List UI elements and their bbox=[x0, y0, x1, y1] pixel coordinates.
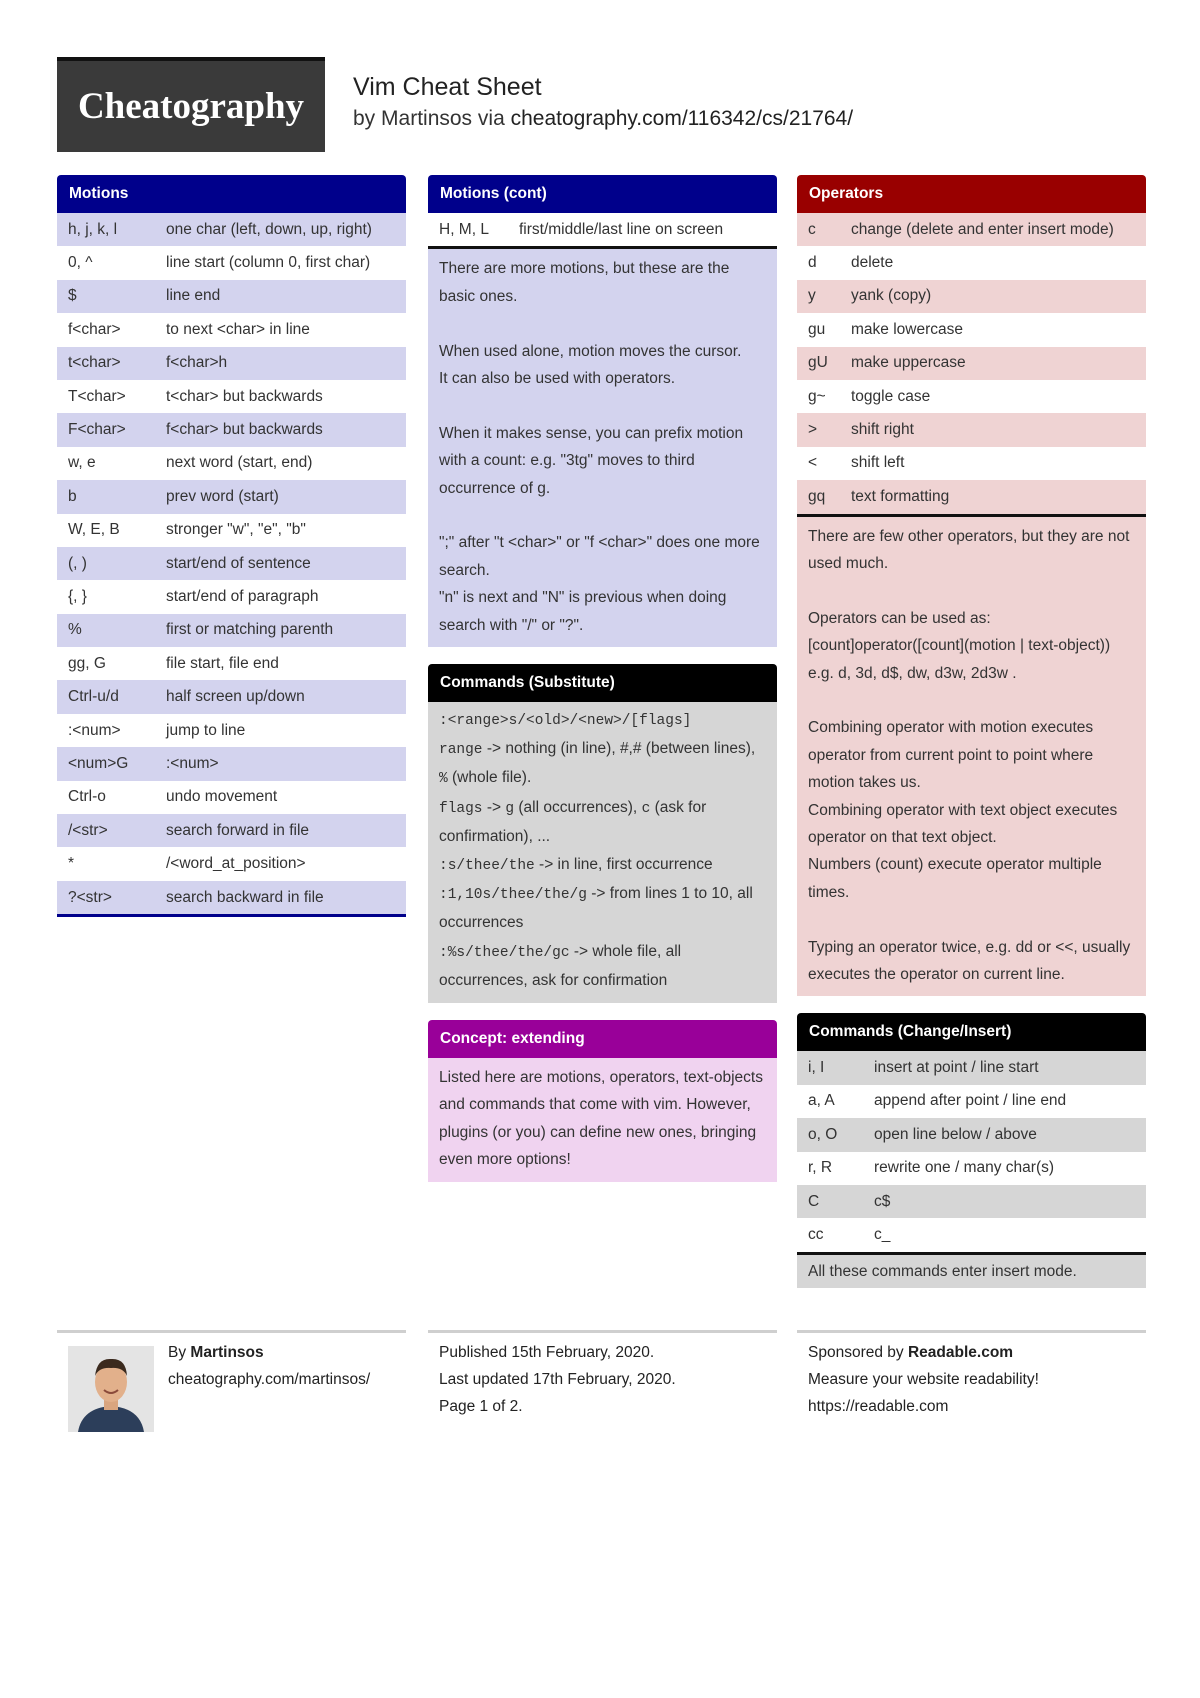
table-row bbox=[797, 380, 1146, 413]
table-row bbox=[797, 246, 1146, 279]
change-insert-table bbox=[797, 1051, 1146, 1251]
table-row bbox=[797, 347, 1146, 380]
row-key: <num>G bbox=[68, 754, 129, 772]
table-row bbox=[57, 547, 406, 580]
table-row bbox=[797, 1051, 1146, 1084]
note-paragraph: When used alone, motion moves the cursor. bbox=[439, 342, 742, 360]
row-key: $ bbox=[68, 287, 77, 305]
substitute-line bbox=[439, 938, 766, 995]
note-paragraph: "n" is next and "N" is previous when doing search with "/" or "?". bbox=[439, 589, 727, 634]
operators-table bbox=[797, 213, 1146, 514]
row-value: :<num> bbox=[166, 754, 219, 772]
row-key: C bbox=[808, 1192, 820, 1210]
motions-cont-card bbox=[428, 175, 777, 647]
operators-header: Operators bbox=[797, 175, 1146, 213]
row-key: ?<str> bbox=[68, 888, 112, 906]
sponsor-name[interactable]: Readable.com bbox=[907, 1344, 1014, 1361]
operators-note bbox=[797, 514, 1146, 997]
sponsor-line bbox=[808, 1339, 1039, 1366]
row-key: < bbox=[808, 454, 818, 472]
table-row bbox=[57, 480, 406, 513]
row-key: :<num> bbox=[68, 721, 121, 739]
table-row bbox=[57, 781, 406, 814]
substitute-line bbox=[439, 880, 766, 937]
table-row bbox=[57, 881, 406, 914]
note-paragraph: ";" after "t <char>" or "f <char>" does one more search. bbox=[439, 534, 760, 579]
table-row bbox=[57, 246, 406, 279]
note-paragraph: Combining operator with motion executes operator from current point to point where motion takes us. bbox=[808, 719, 1094, 792]
motions-card bbox=[57, 175, 406, 917]
sponsor-url[interactable]: https://readable.com bbox=[808, 1398, 949, 1415]
row-key: g~ bbox=[808, 387, 826, 405]
cheatography-logo[interactable] bbox=[57, 57, 325, 152]
substitute-text: -> nothing (in line), #,# (between lines), bbox=[486, 740, 756, 758]
updated-date: Last updated 17th February, 2020. bbox=[439, 1371, 676, 1388]
row-key: y bbox=[808, 287, 816, 305]
row-key: cc bbox=[808, 1226, 824, 1244]
row-value: line end bbox=[166, 287, 221, 305]
row-key: w, e bbox=[68, 454, 96, 472]
row-value: /<word_at_position> bbox=[166, 855, 306, 873]
row-key: {, } bbox=[68, 587, 87, 605]
row-value: insert at point / line start bbox=[874, 1059, 1039, 1077]
row-key: 0, ^ bbox=[68, 254, 93, 272]
table-row bbox=[797, 1185, 1146, 1218]
substitute-line bbox=[439, 735, 766, 793]
substitute-text: -> bbox=[486, 798, 502, 816]
footer-dates bbox=[439, 1339, 676, 1420]
row-value: toggle case bbox=[851, 387, 931, 405]
table-row bbox=[57, 380, 406, 413]
row-key: a, A bbox=[808, 1092, 835, 1110]
table-row bbox=[57, 514, 406, 547]
note-paragraph: e.g. d, 3d, d$, dw, d3w, 2d3w . bbox=[808, 664, 1017, 682]
footer-divider bbox=[797, 1330, 1146, 1333]
operators-card bbox=[797, 175, 1146, 996]
row-value: start/end of sentence bbox=[166, 554, 311, 572]
row-key: gg, G bbox=[68, 654, 106, 672]
table-row bbox=[57, 580, 406, 613]
table-row bbox=[57, 614, 406, 647]
footer-author-name[interactable]: Martinsos bbox=[190, 1344, 264, 1361]
row-key: T<char> bbox=[68, 387, 126, 405]
row-value: jump to line bbox=[166, 721, 246, 739]
row-value: file start, file end bbox=[166, 654, 279, 672]
avatar-photo-icon bbox=[68, 1346, 154, 1432]
row-value: half screen up/down bbox=[166, 688, 305, 706]
row-key: /<str> bbox=[68, 821, 108, 839]
change-insert-card bbox=[797, 1013, 1146, 1288]
substitute-text: (all occurrences), bbox=[518, 798, 638, 816]
row-key: > bbox=[808, 421, 818, 439]
row-value: undo movement bbox=[166, 788, 278, 806]
row-value: append after point / line end bbox=[874, 1092, 1067, 1110]
row-key: (, ) bbox=[68, 554, 87, 572]
column-3 bbox=[797, 175, 1146, 1305]
row-key: h, j, k, l bbox=[68, 220, 118, 238]
row-value: search backward in file bbox=[166, 888, 324, 906]
row-key: F<char> bbox=[68, 421, 126, 439]
code-snippet: :<range>s/<old>/<new>/[flags] bbox=[439, 713, 692, 730]
concept-card bbox=[428, 1020, 777, 1182]
row-key: Ctrl-u/d bbox=[68, 688, 119, 706]
footer-by: By bbox=[168, 1344, 187, 1361]
substitute-line bbox=[439, 706, 766, 735]
row-value: yank (copy) bbox=[851, 287, 932, 305]
code-snippet: :1,10s/thee/the/g bbox=[439, 887, 587, 904]
substitute-text: (ask for confirmation), ... bbox=[439, 798, 707, 845]
motions-cont-header: Motions (cont) bbox=[428, 175, 777, 213]
code-snippet: % bbox=[439, 771, 448, 788]
footer-divider bbox=[428, 1330, 777, 1333]
table-row bbox=[57, 313, 406, 346]
footer-author-line bbox=[168, 1339, 370, 1366]
table-row bbox=[797, 447, 1146, 480]
row-value: delete bbox=[851, 254, 894, 272]
table-row bbox=[797, 1152, 1146, 1185]
table-row bbox=[57, 213, 406, 246]
author-avatar[interactable] bbox=[68, 1346, 154, 1432]
code-snippet: range bbox=[439, 742, 483, 759]
row-value: text formatting bbox=[851, 487, 950, 505]
row-key: * bbox=[68, 855, 75, 873]
row-value: make uppercase bbox=[851, 354, 966, 372]
row-key: o, O bbox=[808, 1125, 838, 1143]
page-subtitle bbox=[353, 107, 853, 131]
footer-author bbox=[168, 1339, 370, 1393]
row-key: c bbox=[808, 220, 816, 238]
change-insert-header: Commands (Change/Insert) bbox=[797, 1013, 1146, 1051]
row-key: Ctrl-o bbox=[68, 788, 106, 806]
row-value: open line below / above bbox=[874, 1125, 1037, 1143]
note-paragraph: There are few other operators, but they are not used much. bbox=[808, 527, 1130, 572]
row-key: W, E, B bbox=[68, 521, 120, 539]
table-row bbox=[57, 747, 406, 780]
row-value: stronger "w", "e", "b" bbox=[166, 521, 306, 539]
table-row bbox=[57, 680, 406, 713]
table-row bbox=[797, 313, 1146, 346]
note-paragraph: Combining operator with text object executes operator on that text object. bbox=[808, 801, 1118, 846]
row-value: one char (left, down, up, right) bbox=[166, 220, 372, 238]
table-row bbox=[57, 714, 406, 747]
note-paragraph: [count]operator([count](motion | text-object)) bbox=[808, 637, 1111, 655]
substitute-line bbox=[439, 794, 766, 851]
row-key: t<char> bbox=[68, 354, 121, 372]
code-snippet: :s/thee/the bbox=[439, 858, 535, 875]
code-snippet: c bbox=[641, 800, 651, 817]
row-value: search forward in file bbox=[166, 821, 310, 839]
row-value: start/end of paragraph bbox=[166, 587, 319, 605]
note-paragraph: Numbers (count) execute operator multiple times. bbox=[808, 856, 1102, 901]
column-1 bbox=[57, 175, 406, 934]
row-key: r, R bbox=[808, 1159, 833, 1177]
row-value: prev word (start) bbox=[166, 487, 279, 505]
row-key: i, I bbox=[808, 1059, 825, 1077]
sponsored-by: Sponsored by bbox=[808, 1344, 904, 1361]
table-row bbox=[797, 213, 1146, 246]
table-row bbox=[57, 814, 406, 847]
table-row bbox=[57, 847, 406, 880]
substitute-text: (whole file). bbox=[452, 769, 532, 787]
table-row bbox=[797, 1118, 1146, 1151]
column-2 bbox=[428, 175, 777, 1199]
row-value: change (delete and enter insert mode) bbox=[851, 220, 1114, 238]
published-date: Published 15th February, 2020. bbox=[439, 1344, 655, 1361]
note-paragraph: It can also be used with operators. bbox=[439, 370, 676, 387]
code-snippet: flags bbox=[439, 800, 483, 817]
row-value: next word (start, end) bbox=[166, 454, 313, 472]
substitute-header: Commands (Substitute) bbox=[428, 664, 777, 702]
row-value: make lowercase bbox=[851, 320, 963, 338]
motions-table bbox=[57, 213, 406, 914]
substitute-note bbox=[428, 702, 777, 1003]
row-key: gq bbox=[808, 487, 826, 505]
row-key: H, M, L bbox=[439, 220, 489, 238]
row-value: rewrite one / many char(s) bbox=[874, 1159, 1055, 1177]
table-row bbox=[797, 1085, 1146, 1118]
row-key: % bbox=[68, 621, 82, 639]
row-value: shift left bbox=[851, 454, 905, 472]
table-row bbox=[57, 347, 406, 380]
substitute-text: -> from lines 1 to 10, all occurrences bbox=[439, 885, 753, 932]
row-value: to next <char> in line bbox=[166, 320, 310, 338]
table-row bbox=[797, 280, 1146, 313]
change-insert-note: All these commands enter insert mode. bbox=[797, 1252, 1146, 1288]
row-value: c_ bbox=[874, 1226, 891, 1244]
substitute-line bbox=[439, 851, 766, 880]
row-value: t<char> but backwards bbox=[166, 387, 323, 405]
row-key: b bbox=[68, 487, 77, 505]
page-number: Page 1 of 2. bbox=[439, 1398, 523, 1415]
logo-text: Cheatography bbox=[77, 86, 305, 127]
row-value: f<char> but backwards bbox=[166, 421, 323, 439]
note-paragraph: There are more motions, but these are the basic ones. bbox=[439, 260, 730, 305]
note-paragraph: Typing an operator twice, e.g. dd or <<, usually executes the operator on current line. bbox=[808, 938, 1131, 983]
via-text: via bbox=[477, 107, 505, 130]
footer-divider bbox=[57, 1330, 406, 1333]
footer-sponsor bbox=[808, 1339, 1039, 1420]
code-snippet: g bbox=[505, 800, 515, 817]
sheet-url-link[interactable]: cheatography.com/116342/cs/21764/ bbox=[510, 107, 854, 130]
code-snippet: :%s/thee/the/gc bbox=[439, 944, 570, 961]
row-value: f<char>h bbox=[166, 354, 228, 372]
page-title: Vim Cheat Sheet bbox=[353, 73, 542, 101]
footer-author-url[interactable]: cheatography.com/martinsos/ bbox=[168, 1371, 371, 1388]
concept-note: Listed here are motions, operators, text-objects and commands that come with vim. However, plugins (or you) can define new ones, bringing even more options! bbox=[428, 1058, 777, 1182]
row-key: f<char> bbox=[68, 320, 121, 338]
table-row bbox=[57, 413, 406, 446]
table-row bbox=[428, 213, 777, 246]
substitute-text: -> whole file, all occurrences, ask for confirmation bbox=[439, 942, 682, 989]
row-value: first or matching parenth bbox=[166, 621, 334, 639]
substitute-text: -> in line, first occurrence bbox=[539, 856, 713, 874]
table-row bbox=[797, 480, 1146, 513]
table-row bbox=[797, 413, 1146, 446]
row-key: d bbox=[808, 254, 817, 272]
table-row bbox=[57, 280, 406, 313]
concept-header: Concept: extending bbox=[428, 1020, 777, 1058]
row-value: shift right bbox=[851, 421, 914, 439]
table-row bbox=[57, 447, 406, 480]
note-paragraph: When it makes sense, you can prefix motion with a count: e.g. "3tg" moves to third occurrence of g. bbox=[439, 424, 744, 497]
motions-cont-note bbox=[428, 246, 777, 647]
note-paragraph: Operators can be used as: bbox=[808, 609, 991, 627]
motions-header: Motions bbox=[57, 175, 406, 213]
author-name[interactable]: Martinsos bbox=[381, 107, 473, 130]
by-prefix: by bbox=[353, 107, 376, 130]
row-key: gu bbox=[808, 320, 826, 338]
table-row bbox=[797, 1218, 1146, 1251]
row-value: c$ bbox=[874, 1192, 891, 1210]
row-value: first/middle/last line on screen bbox=[519, 220, 724, 238]
sponsor-tagline: Measure your website readability! bbox=[808, 1371, 1039, 1388]
row-value: line start (column 0, first char) bbox=[166, 254, 371, 272]
substitute-card bbox=[428, 664, 777, 1003]
table-row bbox=[57, 647, 406, 680]
row-key: gU bbox=[808, 354, 828, 372]
